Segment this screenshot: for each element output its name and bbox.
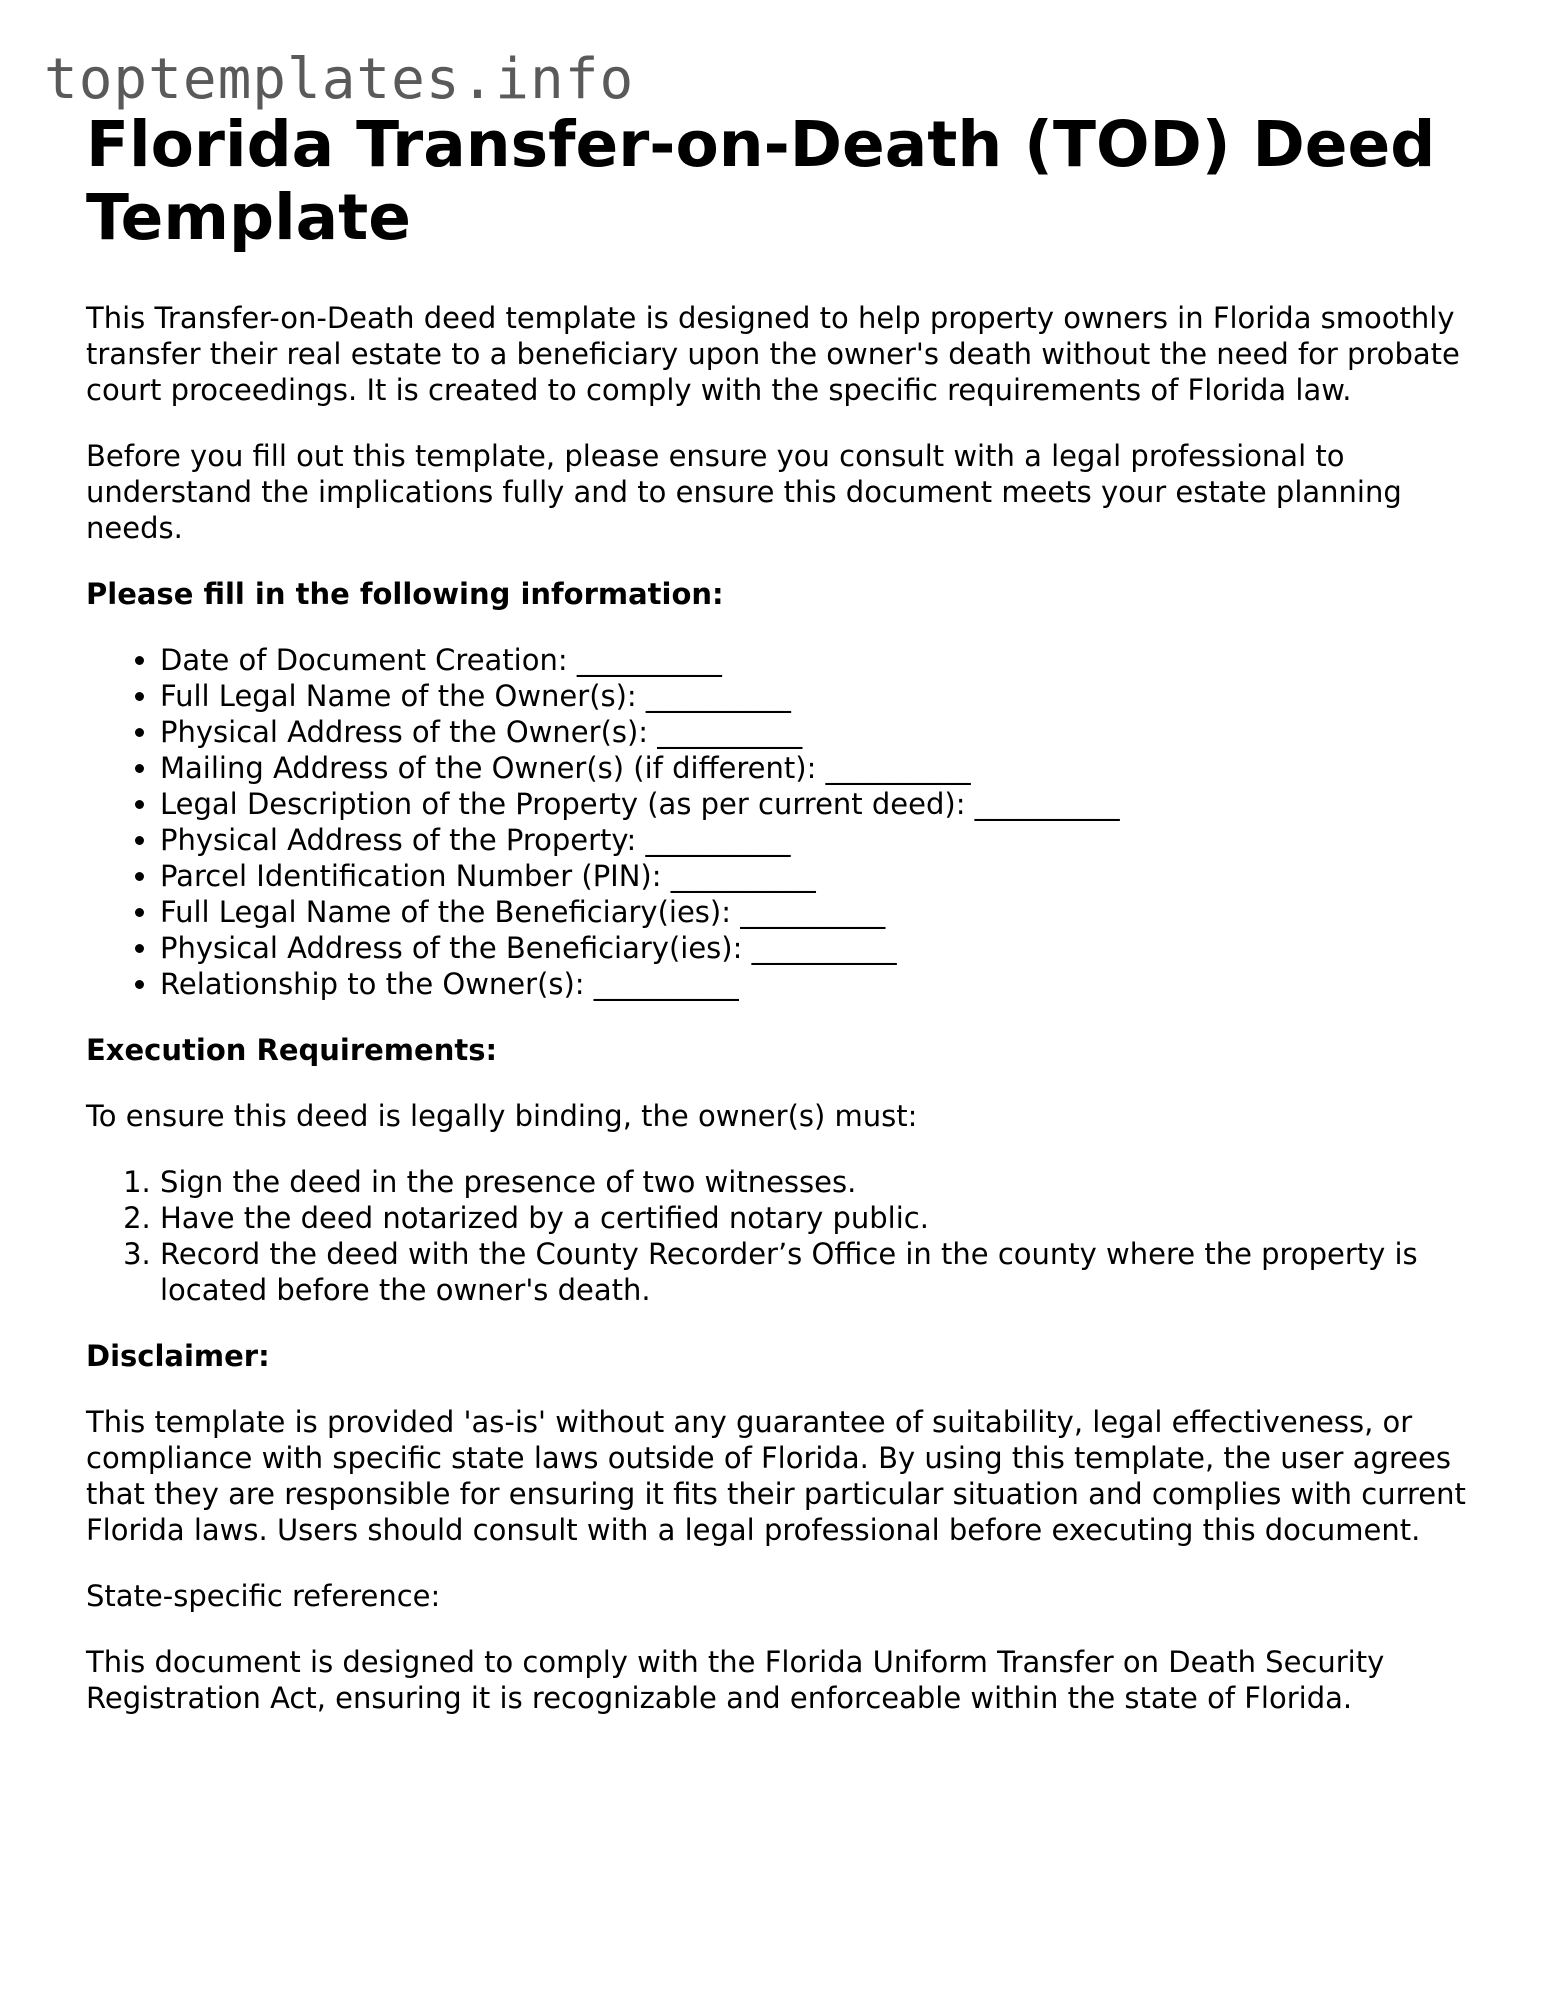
field-owner-physical-address: • Physical Address of the Owner(s): __________: [160, 714, 1466, 750]
field-property-physical-address: • Physical Address of the Property: __________: [160, 822, 1466, 858]
execution-heading: Execution Requirements:: [86, 1033, 498, 1067]
intro-paragraph: This Transfer-on-Death deed template is designed to help property owners in Florida smoothly transfer their real estate to a beneficiary upon the owner's death without the need for probate court proceedings. It is created to comply with the specific requirements of Florida law.: [86, 301, 1460, 407]
execution-step: 1. Sign the deed in the presence of two witnesses.: [160, 1164, 1466, 1200]
watermark-text: toptemplates.info: [44, 47, 635, 112]
fill-in-field-list: [86, 642, 1466, 1002]
execution-steps-list: [86, 1164, 1466, 1308]
document-body: [86, 108, 1466, 1716]
field-parcel-id: • Parcel Identification Number (PIN): __________: [160, 858, 1466, 894]
field-date-of-creation: • Date of Document Creation: __________: [160, 642, 1466, 678]
execution-intro: To ensure this deed is legally binding, the owner(s) must:: [86, 1099, 918, 1133]
fill-in-heading: Please fill in the following information:: [86, 577, 724, 611]
disclaimer-heading: Disclaimer:: [86, 1339, 270, 1373]
field-owner-name: • Full Legal Name of the Owner(s): __________: [160, 678, 1466, 714]
reference-text: This document is designed to comply with the Florida Uniform Transfer on Death Security Registration Act, ensuring it is recognizable and enforceable within the state of Florida.: [86, 1645, 1385, 1715]
execution-step: 3. Record the deed with the County Recorder’s Office in the county where the property is located before the owner's death.: [160, 1236, 1466, 1308]
disclaimer-text: This template is provided 'as-is' without any guarantee of suitability, legal effectiveness, or compliance with specific state laws outside of Florida. By using this template, the user agrees that they are responsible for ensuring it fits their particular situation and complies with current Florida laws. Users should consult with a legal professional before executing this document.: [86, 1405, 1466, 1547]
consult-paragraph: Before you fill out this template, please ensure you consult with a legal professional to understand the implications fully and to ensure this document meets your estate planning needs.: [86, 439, 1402, 545]
document-title: Florida Transfer-on-Death (TOD) Deed Template: [86, 108, 1436, 254]
reference-label: State-specific reference:: [86, 1579, 441, 1613]
field-owner-mailing-address: • Mailing Address of the Owner(s) (if different): __________: [160, 750, 1466, 786]
field-beneficiary-address: • Physical Address of the Beneficiary(ies): __________: [160, 930, 1466, 966]
field-property-legal-description: • Legal Description of the Property (as per current deed): __________: [160, 786, 1466, 822]
field-beneficiary-name: • Full Legal Name of the Beneficiary(ies): __________: [160, 894, 1466, 930]
execution-step: 2. Have the deed notarized by a certified notary public.: [160, 1200, 1466, 1236]
field-relationship: • Relationship to the Owner(s): __________: [160, 966, 1466, 1002]
